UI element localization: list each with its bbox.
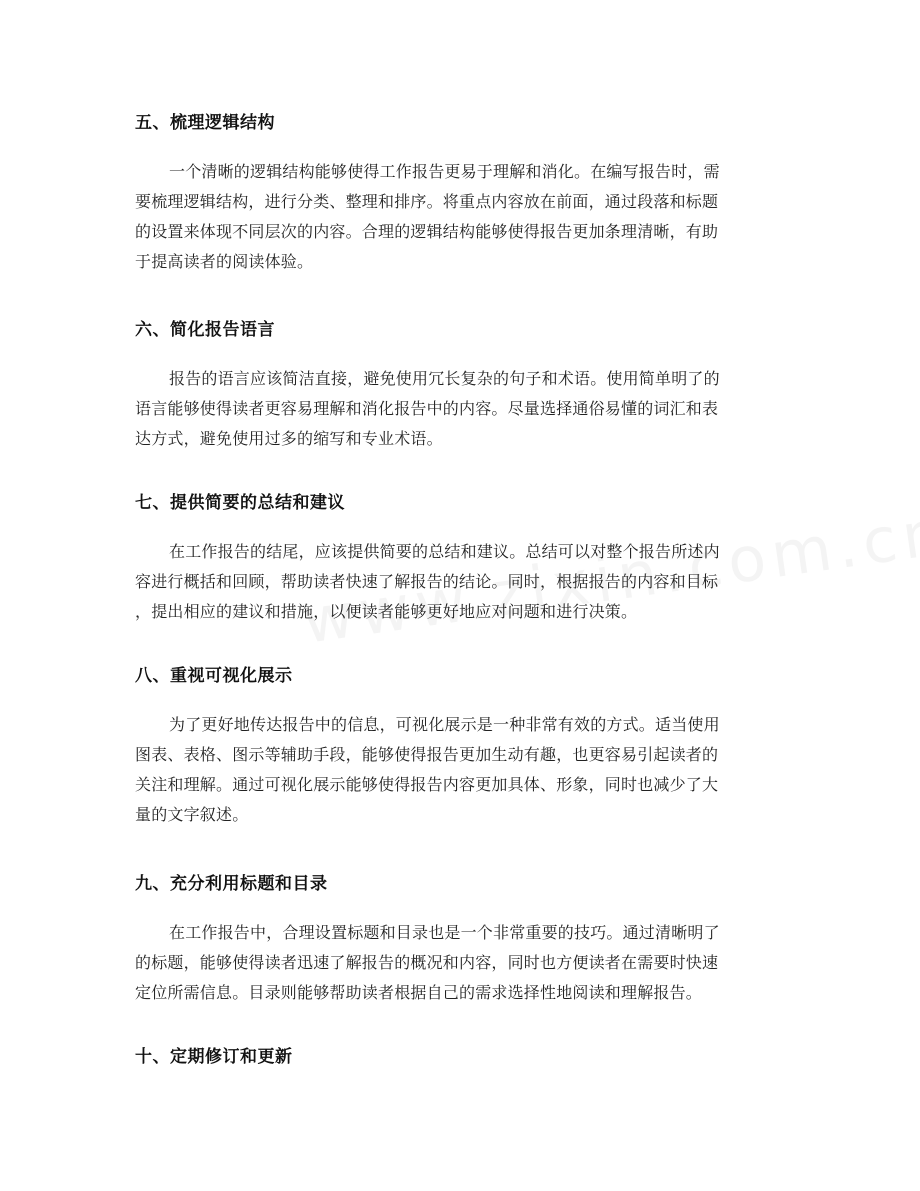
- paragraph-line: 图表、表格、图示等辅助手段，能够使得报告更加生动有趣，也更容易引起读者的: [135, 745, 719, 764]
- section-paragraph: [135, 157, 785, 277]
- section-heading: 七、提供简要的总结和建议: [135, 493, 345, 513]
- section-heading: 十、定期修订和更新: [135, 1047, 293, 1067]
- paragraph-line: 于提高读者的阅读体验。: [135, 252, 314, 271]
- paragraph-line: 达方式，避免使用过多的缩写和专业术语。: [135, 429, 443, 448]
- paragraph-line: 容进行概括和回顾，帮助读者快速了解报告的结论。同时，根据报告的内容和目标: [135, 572, 719, 591]
- section-heading: 五、梳理逻辑结构: [135, 113, 275, 133]
- paragraph-line: 为了更好地传达报告中的信息，可视化展示是一种非常有效的方式。适当使用: [169, 715, 720, 734]
- section-heading: 九、充分利用标题和目录: [135, 874, 328, 894]
- paragraph-line: 语言能够使得读者更容易理解和消化报告中的内容。尽量选择通俗易懂的词汇和表: [135, 399, 719, 418]
- section-10: [135, 1045, 785, 1069]
- paragraph-line: 一个清晰的逻辑结构能够使得工作报告更易于理解和消化。在编写报告时，需: [169, 162, 720, 181]
- section-5: [135, 111, 785, 277]
- section-6: [135, 318, 785, 454]
- paragraph-line: ，提出相应的建议和措施，以便读者能够更好地应对问题和进行决策。: [135, 602, 638, 621]
- paragraph-line: 定位所需信息。目录则能够帮助读者根据自己的需求选择性地阅读和理解报告。: [135, 983, 703, 1002]
- section-heading: 六、简化报告语言: [135, 320, 275, 340]
- paragraph-line: 报告的语言应该简洁直接，避免使用冗长复杂的句子和术语。使用简单明了的: [169, 369, 720, 388]
- section-paragraph: [135, 710, 785, 830]
- paragraph-line: 在工作报告的结尾，应该提供简要的总结和建议。总结可以对整个报告所述内: [169, 542, 720, 561]
- paragraph-line: 的设置来体现不同层次的内容。合理的逻辑结构能够使得报告更加条理清晰，有助: [135, 222, 719, 241]
- section-paragraph: [135, 918, 785, 1008]
- paragraph-line: 量的文字叙述。: [135, 805, 249, 824]
- section-paragraph: [135, 364, 785, 454]
- section-paragraph: [135, 537, 785, 627]
- paragraph-line: 要梳理逻辑结构，进行分类、整理和排序。将重点内容放在前面，通过段落和标题: [135, 192, 719, 211]
- paragraph-line: 的标题，能够使得读者迅速了解报告的概况和内容，同时也方便读者在需要时快速: [135, 953, 719, 972]
- section-8: [135, 664, 785, 830]
- section-7: [135, 491, 785, 627]
- section-9: [135, 872, 785, 1008]
- section-heading: 八、重视可视化展示: [135, 666, 293, 686]
- paragraph-line: 在工作报告中，合理设置标题和目录也是一个非常重要的技巧。通过清晰明了: [169, 923, 720, 942]
- paragraph-line: 关注和理解。通过可视化展示能够使得报告内容更加具体、形象，同时也减少了大: [135, 775, 719, 794]
